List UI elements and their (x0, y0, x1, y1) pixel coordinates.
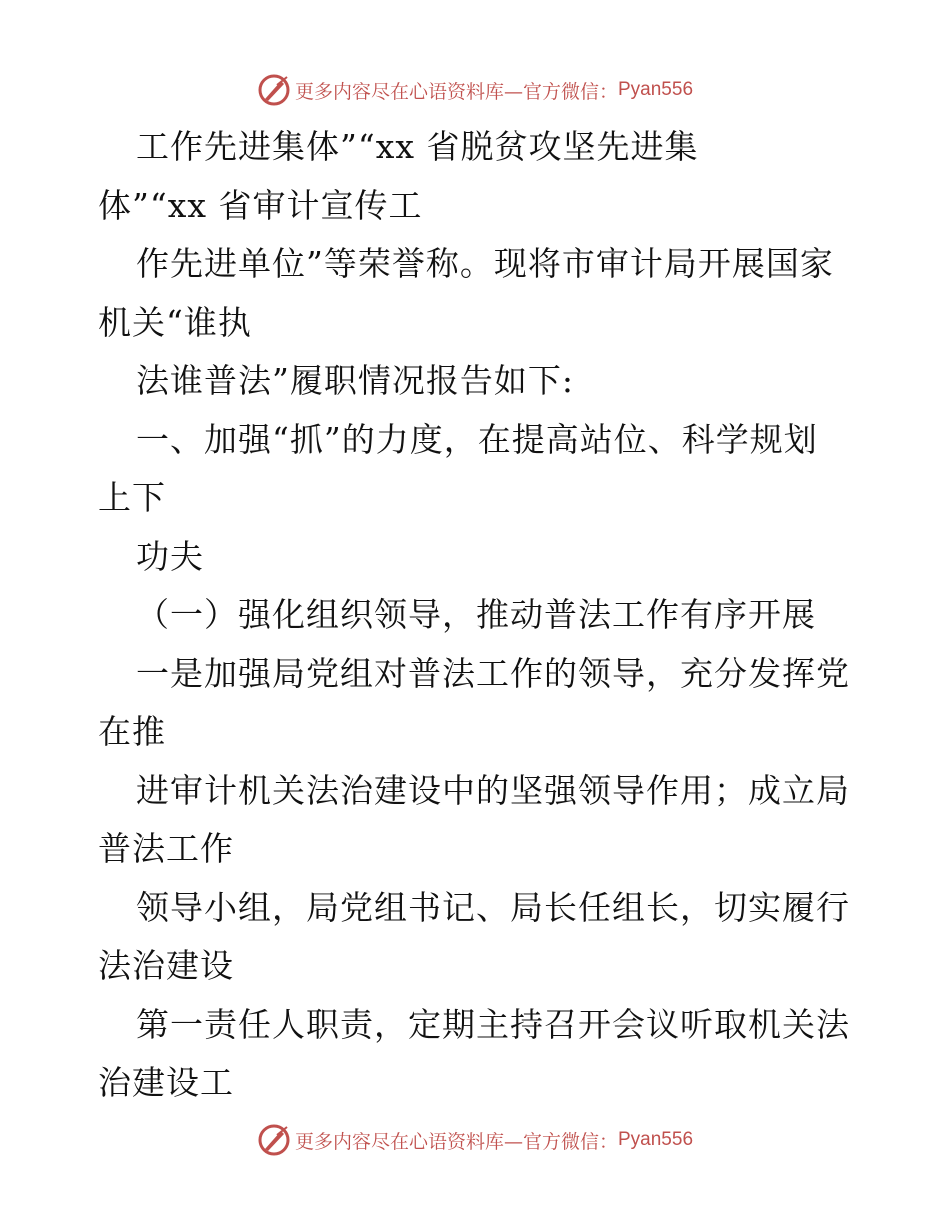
subsection-heading: （一）强化组织领导，推动普法工作有序开展 (136, 595, 816, 634)
body-line: 治建设工 (98, 1063, 234, 1102)
section-heading-continued: 功夫 (136, 536, 204, 576)
header-banner-wechat-id: Pyan556 (618, 79, 694, 100)
body-line: 法治建设 (98, 946, 234, 985)
body-line: 作先进单位”等荣誉称。现将市审计局开展国家 (136, 244, 834, 283)
body-line: 机关“谁执 (98, 302, 252, 342)
body-line: 在推 (98, 712, 166, 751)
footer-watermark-banner (0, 1120, 950, 1160)
document-body (98, 118, 858, 1113)
footer-banner-wechat-id: Pyan556 (618, 1129, 694, 1150)
body-line: 工作先进集体”“xx 省脱贫攻坚先进集 (136, 127, 699, 166)
body-line: 普法工作 (98, 829, 234, 868)
feather-pen-circle-icon (257, 73, 291, 107)
header-banner-text: 更多内容尽在心语资料库—官方微信： (294, 80, 618, 103)
body-line: 进审计机关法治建设中的坚强领导作用；成立局 (136, 770, 850, 810)
body-line: 第一责任人职责，定期主持召开会议听取机关法 (136, 1004, 850, 1044)
footer-banner-text: 更多内容尽在心语资料库—官方微信： (294, 1130, 618, 1153)
body-line: 法谁普法”履职情况报告如下: (136, 361, 574, 400)
body-line: 领导小组，局党组书记、局长任组长，切实履行 (136, 887, 850, 927)
body-line: 一是加强局党组对普法工作的领导，充分发挥党 (136, 653, 850, 693)
body-line: 体”“xx 省审计宣传工 (98, 185, 423, 225)
section-heading-continued: 上下 (98, 478, 166, 517)
feather-pen-circle-icon (257, 1123, 291, 1157)
header-watermark-banner (0, 70, 950, 110)
section-heading: 一、加强“抓”的力度，在提高站位、科学规划 (136, 419, 818, 459)
